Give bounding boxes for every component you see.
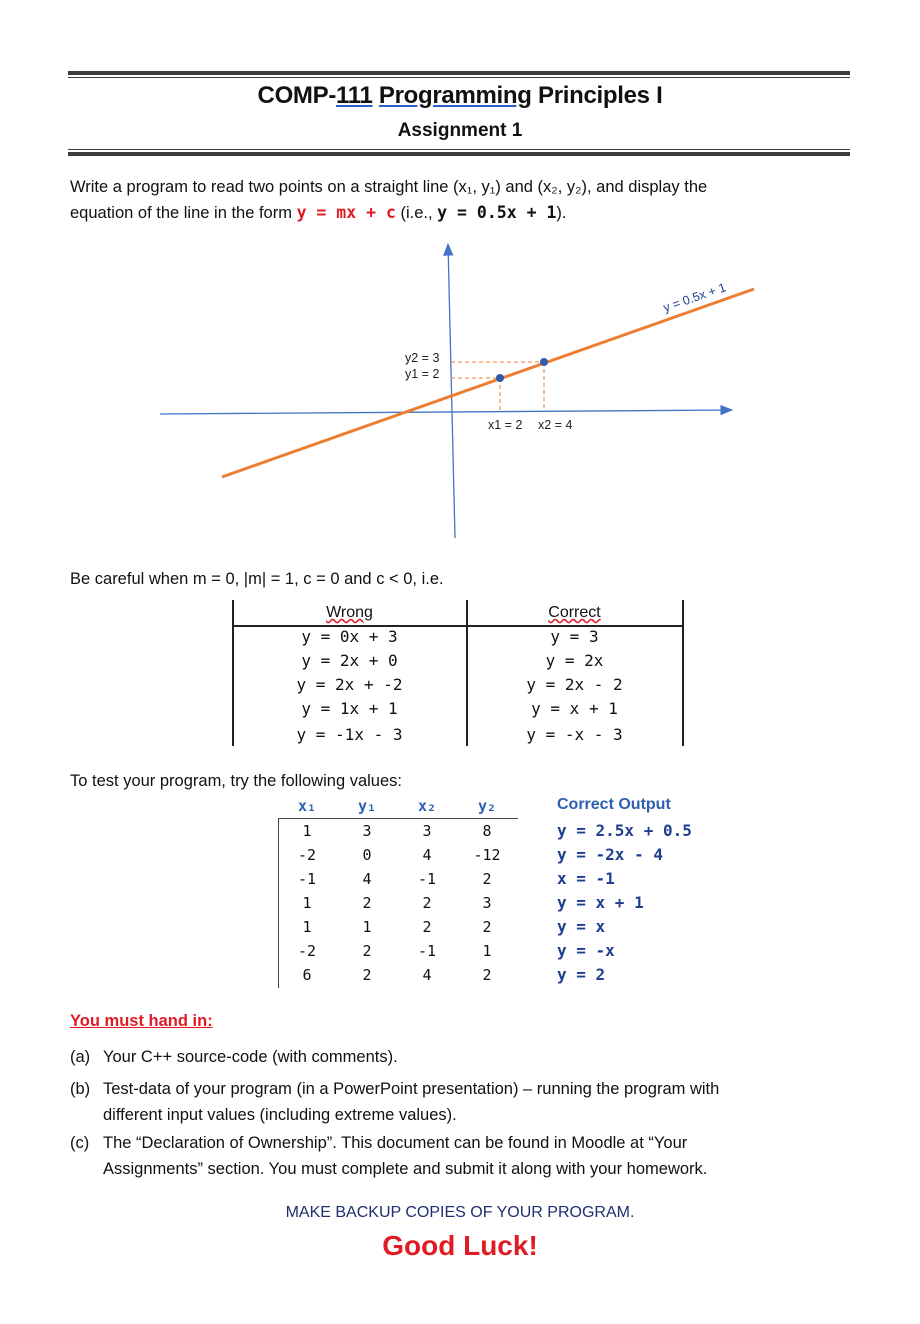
- test-cell-output: y = 2: [557, 965, 606, 984]
- backup-reminder: MAKE BACKUP COPIES OF YOUR PROGRAM.: [285, 1204, 635, 1221]
- wrong-row: y = 0x + 3: [301, 627, 398, 646]
- line-diagram: [0, 0, 920, 560]
- wrong-row: y = 2x + -2: [296, 675, 403, 694]
- handin-text-c: [103, 1130, 853, 1182]
- good-luck: Good Luck!: [382, 1230, 538, 1261]
- test-cell-y1: 3: [362, 822, 372, 840]
- x-axis: [160, 410, 732, 414]
- th-y2: y₂: [477, 797, 497, 815]
- test-cell-output: y = x: [557, 917, 606, 936]
- correct-row: y = x + 1: [531, 699, 618, 718]
- y1-label: y1 = 2: [405, 367, 440, 381]
- handin-text-a: Your C++ source-code (with comments).: [103, 1048, 398, 1066]
- test-cell-output: y = x + 1: [557, 893, 644, 912]
- test-cell-x2: 4: [422, 846, 432, 864]
- test-cell-y1: 0: [362, 846, 372, 864]
- test-intro: To test your program, try the following values:: [70, 772, 402, 790]
- test-cell-y2: 3: [482, 894, 492, 912]
- test-cell-y1: 4: [362, 870, 372, 888]
- intro-line-2-end: ).: [556, 204, 567, 222]
- test-cell-x1: -2: [297, 942, 317, 960]
- wrong-row: y = -1x - 3: [296, 725, 403, 744]
- point-2: [540, 358, 548, 366]
- line-form: y = mx + c: [296, 203, 396, 222]
- test-cell-y1: 2: [362, 942, 372, 960]
- assignment-title: Assignment 1: [397, 120, 523, 141]
- test-cell-x1: -2: [297, 846, 317, 864]
- handin-label-c: (c): [70, 1134, 90, 1152]
- th-y1: y₁: [357, 797, 377, 815]
- point-1: [496, 374, 504, 382]
- test-cell-output: y = 2.5x + 0.5: [557, 821, 692, 840]
- test-cell-y2: 2: [482, 918, 492, 936]
- line-example: y = 0.5x + 1: [437, 203, 557, 222]
- handin-title: You must hand in:: [70, 1012, 213, 1030]
- x2-label: x2 = 4: [538, 418, 573, 432]
- wrong-row: y = 1x + 1: [301, 699, 398, 718]
- course-code: COMP-: [257, 82, 337, 109]
- equation-line: [222, 289, 754, 477]
- test-cell-x2: -1: [417, 942, 437, 960]
- correct-row: y = -x - 3: [526, 725, 623, 744]
- wrong-header: Wrong: [326, 604, 373, 621]
- course-name-rest: Principles I: [538, 82, 663, 109]
- correct-header: Correct: [548, 604, 601, 621]
- test-cell-y2: 1: [482, 942, 492, 960]
- compare-right-border: [682, 600, 684, 746]
- test-cell-output: y = -x: [557, 941, 615, 960]
- th-x2: x₂: [417, 797, 437, 815]
- handin-text-c-1: The “Declaration of Ownership”. This document can be found in Moodle at “Your: [103, 1134, 688, 1152]
- test-cell-y2: 2: [482, 966, 492, 984]
- handin-text-b-1: Test-data of your program (in a PowerPoint presentation) – running the program with: [103, 1080, 720, 1098]
- x1-label: x1 = 2: [488, 418, 523, 432]
- test-cell-y2: -12: [473, 846, 501, 864]
- test-cell-x1: 6: [302, 966, 312, 984]
- test-cell-y1: 2: [362, 966, 372, 984]
- handin-label-a: (a): [70, 1048, 91, 1066]
- handin-text-b-2: different input values (including extreme values).: [103, 1106, 457, 1124]
- wrong-row: y = 2x + 0: [301, 651, 398, 670]
- correct-row: y = 3: [550, 627, 599, 646]
- test-cell-x1: 1: [302, 918, 312, 936]
- line-label: y = 0.5x + 1: [661, 280, 728, 315]
- th-x1: x₁: [297, 797, 317, 815]
- test-cell-x2: 2: [422, 894, 432, 912]
- test-cell-x1: -1: [297, 870, 317, 888]
- th-output: Correct Output: [557, 796, 671, 813]
- correct-row: y = 2x: [545, 651, 604, 670]
- course-number: 111: [336, 82, 373, 109]
- correct-row: y = 2x - 2: [526, 675, 623, 694]
- test-cell-output: y = -2x - 4: [557, 845, 663, 864]
- y2-label: y2 = 3: [405, 351, 440, 365]
- test-left-border: [278, 818, 279, 988]
- test-cell-x1: 1: [302, 894, 312, 912]
- test-cell-y2: 8: [482, 822, 492, 840]
- test-cell-y1: 1: [362, 918, 372, 936]
- test-cell-x2: 2: [422, 918, 432, 936]
- test-cell-x1: 1: [302, 822, 312, 840]
- test-header-rule: [278, 818, 518, 819]
- course-name-underlined: Programming: [378, 82, 532, 109]
- handin-text-b: [103, 1076, 853, 1128]
- test-cell-x2: -1: [417, 870, 437, 888]
- careful-note: Be careful when m = 0, |m| = 1, c = 0 and c < 0, i.e.: [70, 570, 444, 588]
- handin-label-b: (b): [70, 1080, 91, 1098]
- test-cell-output: x = -1: [557, 869, 615, 888]
- handin-text-c-2: Assignments” section. You must complete and submit it along with your homework.: [103, 1160, 708, 1178]
- y-axis: [448, 244, 455, 538]
- test-cell-x2: 4: [422, 966, 432, 984]
- test-cell-y1: 2: [362, 894, 372, 912]
- intro-line-2-pre: equation of the line in the form: [70, 204, 297, 222]
- test-cell-x2: 3: [422, 822, 432, 840]
- intro-line-2-mid: (i.e.,: [395, 204, 438, 222]
- test-cell-y2: 2: [482, 870, 492, 888]
- intro-line-1: Write a program to read two points on a straight line (x₁, y₁) and (x₂, y₂), and display the: [70, 178, 708, 196]
